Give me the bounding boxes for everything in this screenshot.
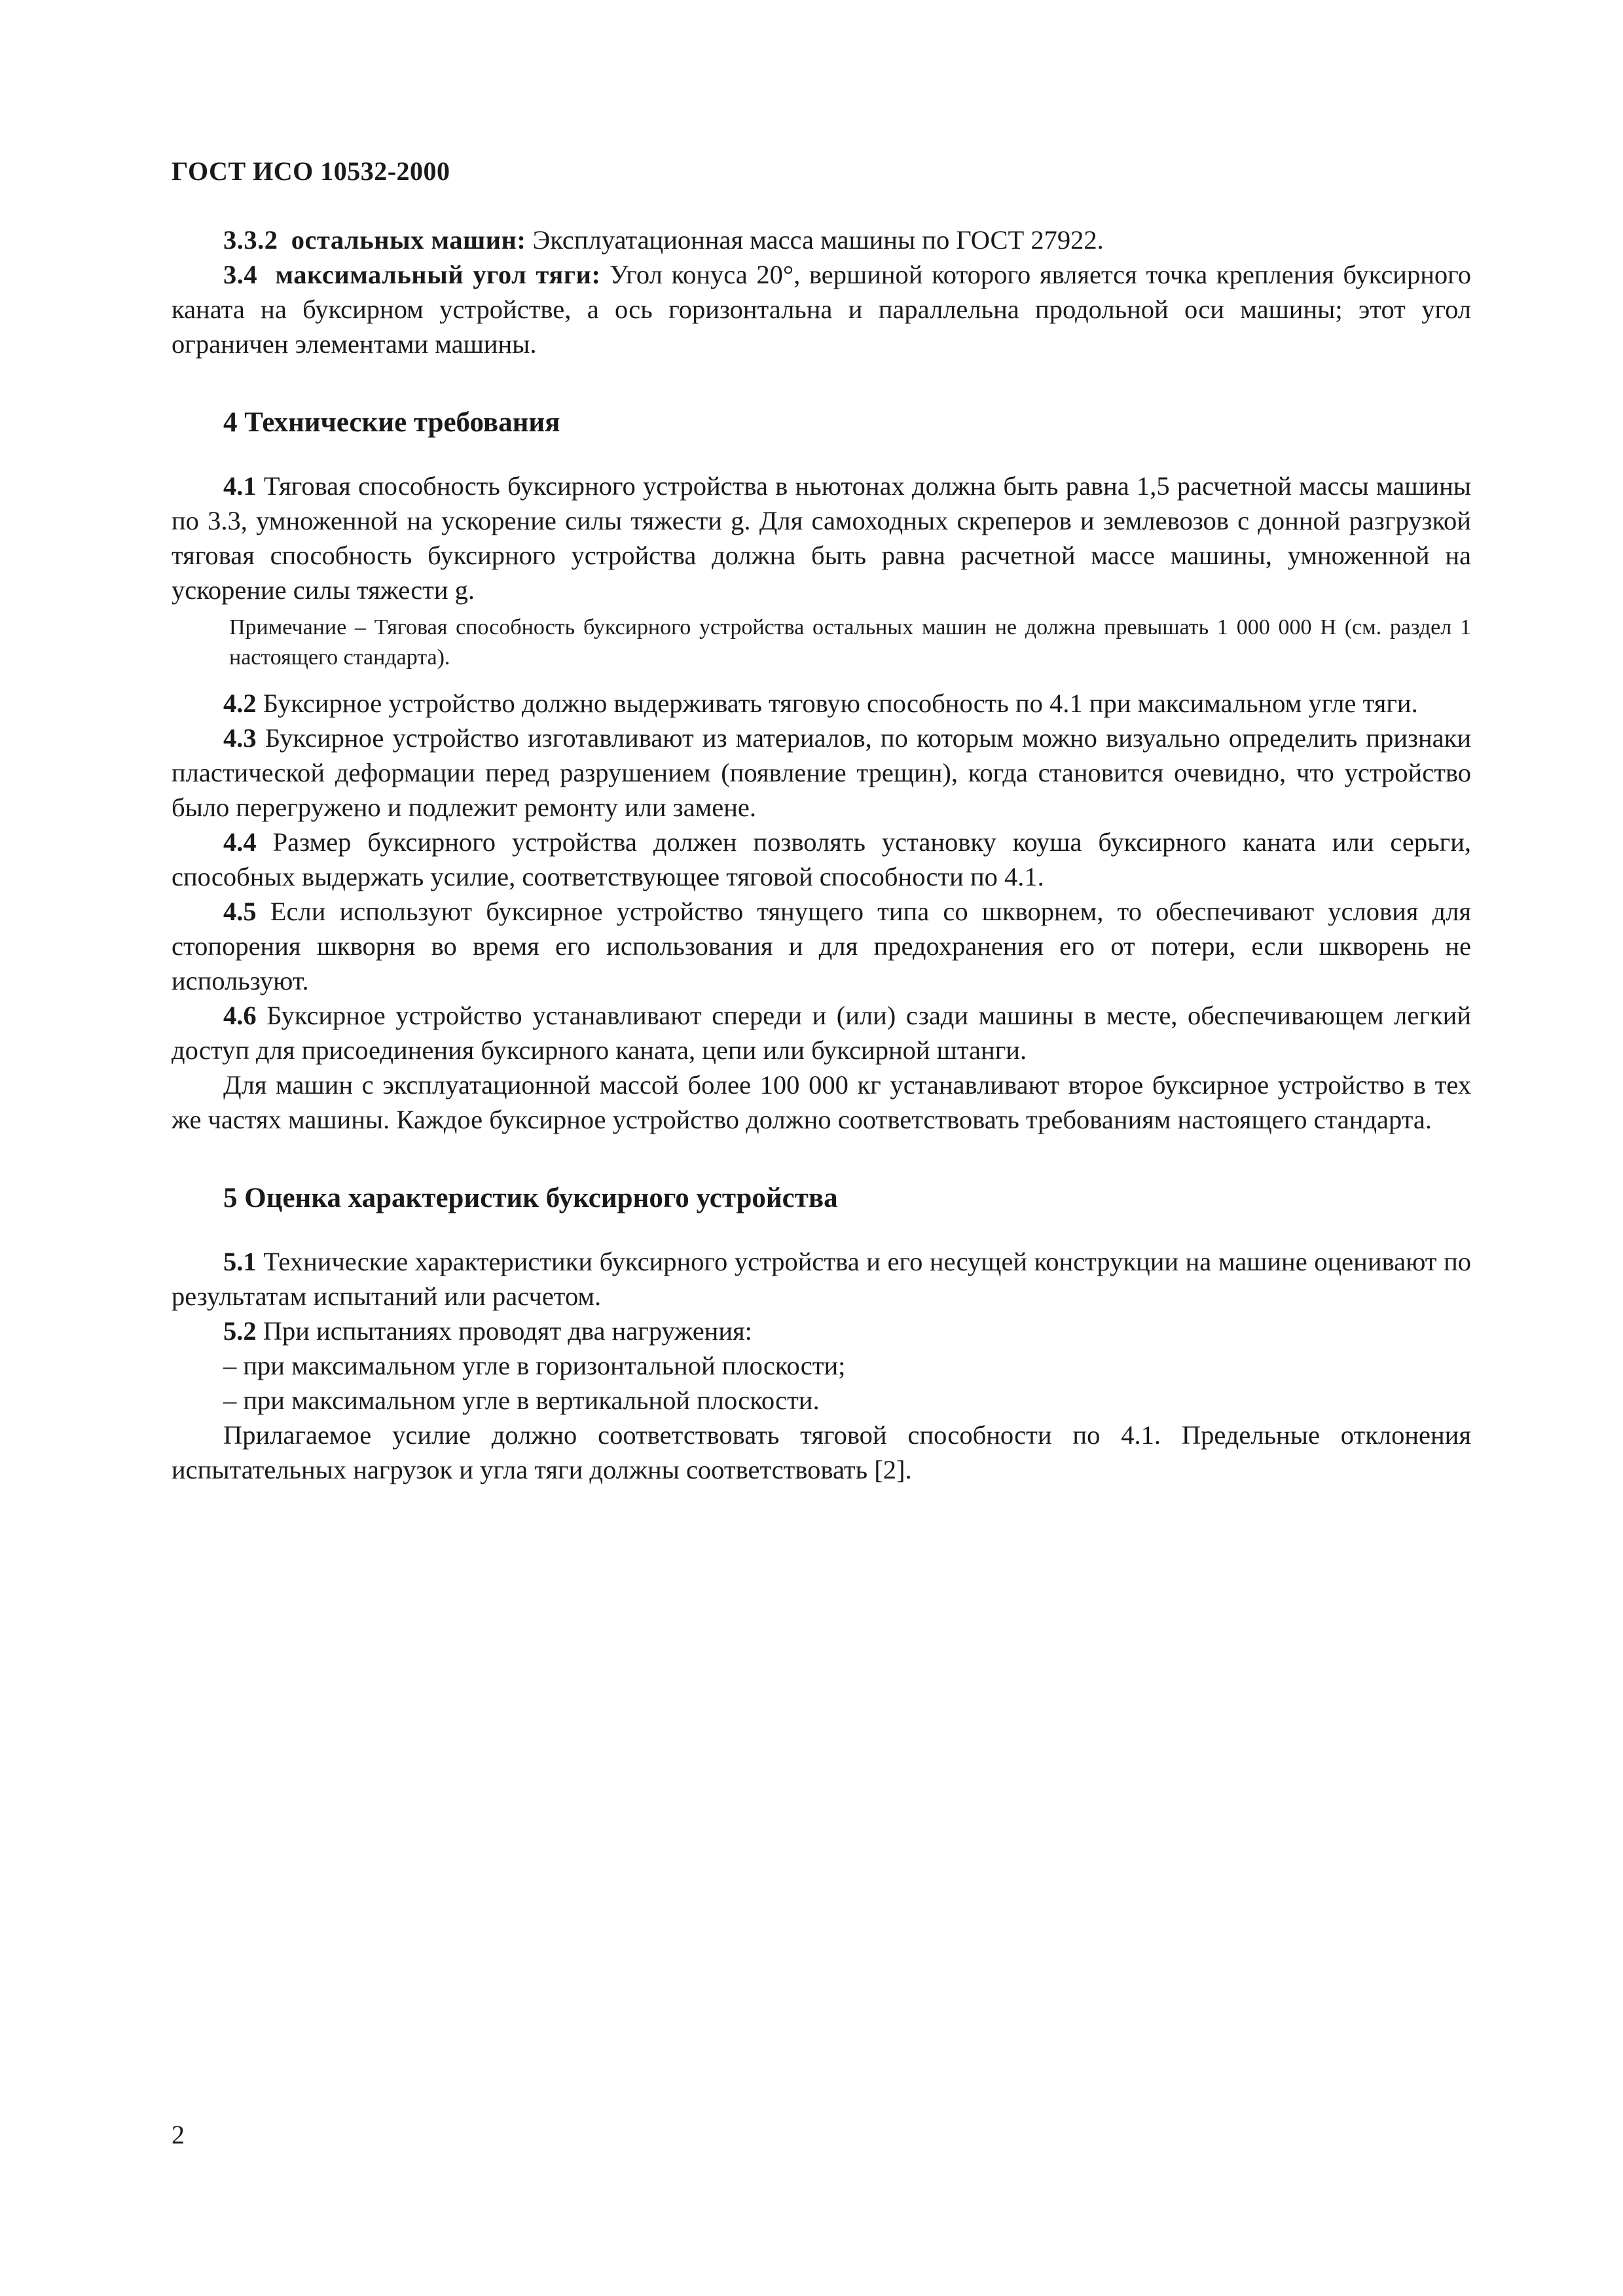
clause-text: Эксплуатационная масса машины по ГОСТ 27922.	[526, 225, 1104, 255]
clause-3-3-2	[172, 223, 1471, 257]
clause-number: 3.3.2	[223, 225, 278, 255]
paragraph-4-6-continued: Для машин с эксплуатационной массой более 100 000 кг устанавливают второе буксирное устройство в тех же частях машины. Каждое буксирное устройство должно соответствовать требованиям настоящего стандарта.	[172, 1070, 1471, 1134]
paragraph-4-1	[172, 469, 1471, 607]
list-item: – при максимальном угле в горизонтальной плоскости;	[223, 1351, 846, 1380]
page-number: 2	[172, 2120, 185, 2149]
clause-text: Буксирное устройство должно выдерживать тяговую способность по 4.1 при максимальном угле тяги.	[256, 689, 1418, 718]
list-item: – при максимальном угле в вертикальной плоскости.	[223, 1386, 820, 1415]
clause-term: остальных машин:	[291, 225, 526, 255]
clause-text: Технические характеристики буксирного устройства и его несущей конструкции на машине оценивают по результатам испытаний или расчетом.	[172, 1247, 1471, 1311]
clause-number: 4.2	[223, 689, 257, 718]
paragraph-5-2	[172, 1314, 1471, 1348]
clause-text: Угол конуса 20°, вершиной которого является точка крепления буксирного каната на буксирном устройстве, а ось горизонтальна и параллельна продольной оси машины; этот угол ограничен элементами машины.	[172, 260, 1471, 359]
document-header: ГОСТ ИСО 10532-2000	[172, 156, 450, 186]
clause-text: Буксирное устройство устанавливают спереди и (или) сзади машины в месте, обеспечивающем легкий доступ для присоединения буксирного каната, цепи или буксирной штанги.	[172, 1001, 1471, 1065]
clause-number: 4.6	[223, 1001, 257, 1030]
paragraph-4-2	[172, 686, 1471, 721]
note-4-1: Примечание – Тяговая способность буксирного устройства остальных машин не должна превышать 1 000 000 Н (см. раздел 1 настоящего стандарта).	[229, 615, 1471, 670]
paragraph-5-final: Прилагаемое усилие должно соответствовать тяговой способности по 4.1. Предельные отклонения испытательных нагрузок и угла тяги должны соответствовать [2].	[172, 1420, 1471, 1484]
paragraph-4-6	[172, 998, 1471, 1067]
clause-number: 5.2	[223, 1316, 257, 1346]
clause-text: При испытаниях проводят два нагружения:	[256, 1316, 752, 1346]
clause-text: Размер буксирного устройства должен позволять установку коуша буксирного каната или серьги, способных выдержать усилие, соответствующее тяговой способности по 4.1.	[172, 827, 1471, 891]
clause-number: 4.1	[223, 471, 257, 501]
paragraph-4-4	[172, 825, 1471, 894]
clause-text: Если используют буксирное устройство тянущего типа со шкворнем, то обеспечивают условия для стопорения шкворня во время его использования и для предохранения его от потери, если шкворень не используют.	[172, 897, 1471, 996]
paragraph-5-1	[172, 1244, 1471, 1314]
clause-number: 3.4	[223, 260, 258, 289]
paragraph-4-3	[172, 721, 1471, 825]
clause-number: 4.4	[223, 827, 257, 857]
section-4-heading: 4 Технические требования	[223, 407, 560, 438]
clause-3-4	[172, 257, 1471, 361]
clause-number: 4.3	[223, 723, 257, 753]
clause-term: максимальный угол тяги:	[275, 260, 601, 289]
paragraph-4-5	[172, 894, 1471, 998]
document-body	[172, 223, 1471, 1487]
clause-number: 4.5	[223, 897, 257, 926]
clause-text: Буксирное устройство изготавливают из материалов, по которым можно визуально определить признаки пластической деформации перед разрушением (появление трещин), когда становится очевидно, что устройство было перегружено и подлежит ремонту или замене.	[172, 723, 1471, 822]
section-5-heading: 5 Оценка характеристик буксирного устройства	[223, 1183, 838, 1213]
clause-text: Тяговая способность буксирного устройства в ньютонах должна быть равна 1,5 расчетной массы машины по 3.3, умноженной на ускорение силы тяжести g. Для самоходных скреперов и землевозов с донной разгрузкой тяговая способность буксирного устройства должна быть равна расчетной массе машины, умноженной на ускорение силы тяжести g.	[172, 471, 1471, 605]
clause-number: 5.1	[223, 1247, 257, 1276]
